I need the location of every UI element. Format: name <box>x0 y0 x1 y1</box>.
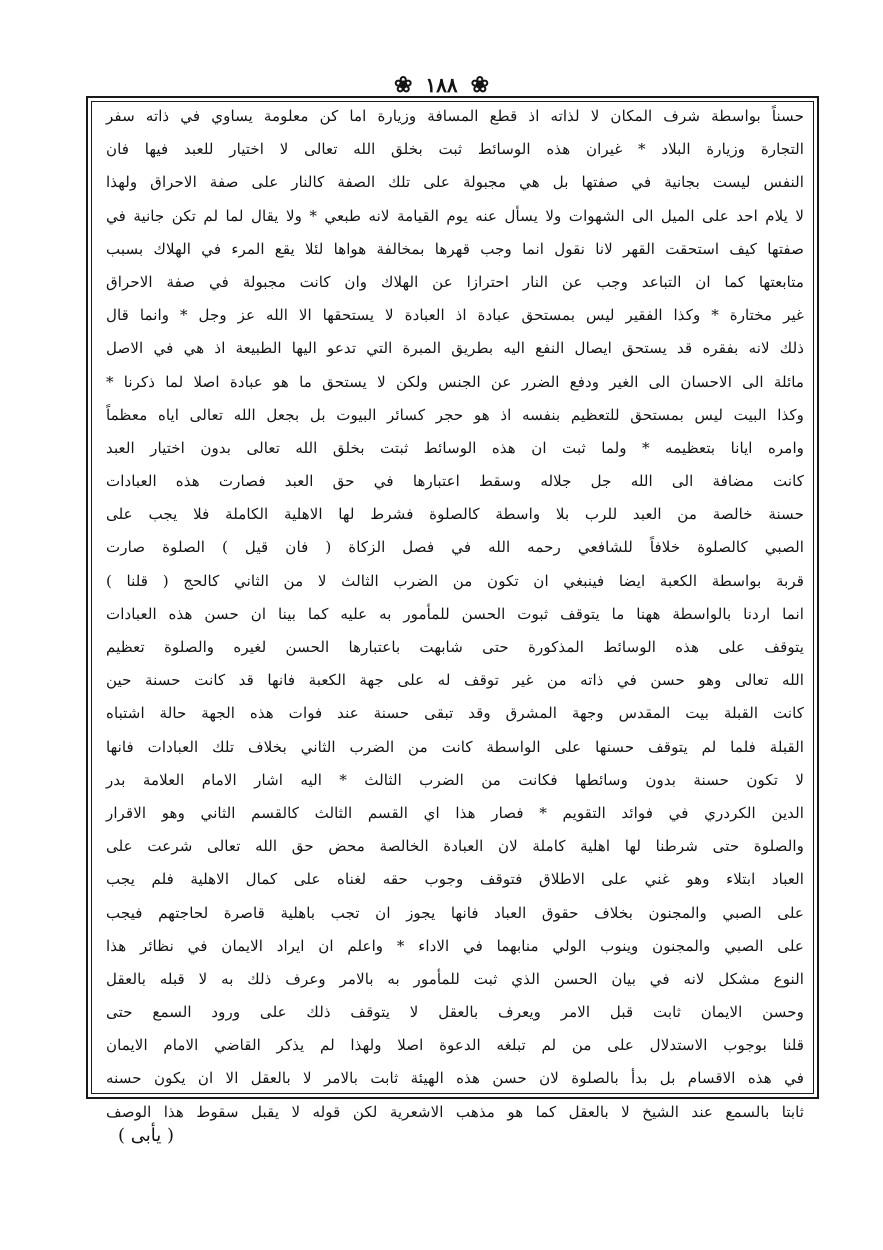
text-line: لا تكون حسنة بدون وسائطها فكانت من الضرب الثالث * اليه اشار الامام العلامة بدر <box>106 770 804 789</box>
text-line: ثابتا بالسمع عند الشيخ لا بالعقل كما هو مذهب الاشعرية لكن قوله لا يقبل سقوط هذا الوصف <box>106 1102 804 1121</box>
text-line: لا يلام احد على الميل الى الشهوات ولا يسأل عنه يوم القيامة لانه طبعي * ولا يقال لما لم تكن جانية في <box>106 206 804 225</box>
text-line: حسنة خالصة من العبد للرب بلا واسطة كالصلوة فشرط لها الاهلية الكاملة فلا يجب على <box>106 505 804 524</box>
text-line: قلنا بوجوب الاستدلال على من لم تبلغه الدعوة اصلا ولهذا لم يذكر القاضي الامام الايمان <box>106 1036 804 1055</box>
catchword: ( يأبى ) <box>118 1125 174 1146</box>
text-line: على الصبي والمجنون بخلاف حقوق العباد فانها يجوز ان تجب باهلية قاصرة لحاجتهم فيجب <box>106 903 804 922</box>
text-line: كانت القبلة بيت المقدس وجهة المشرق وقد تبقى حسنة عند فوات هذه الجهة حالة اشتباه <box>106 704 804 723</box>
text-line: انما اردنا بالواسطة ههنا ما يتوقف ثبوت الحسن للمأمور به عليه كما بينا ان حسن هذه العبادات <box>106 604 804 623</box>
text-line: النفس ليست بجانية في صفتها بل هي مجبولة على تلك الصفة كالنار على صفة الاحراق ولهذا <box>106 173 804 192</box>
text-line: العباد ابتلاء وهو غني على الاطلاق فتوقف وجوب حقه لغناه على كمال الاهلية فلم يجب <box>106 870 804 889</box>
text-line: حسناً بواسطة شرف المكان لا لذاته اذ قطع المسافة وزيارة اما كن معلومة يساوي في ذاته سفر <box>106 107 804 125</box>
text-line: التجارة وزيارة البلاد * غيران هذه الوسائط ثبت بخلق الله تعالى لا اختيار للعبد فيها فان <box>106 140 804 159</box>
text-line: كانت مضافة الى الله جل جلاله وسقط اعتبارها في حق العبد فصارت هذه العبادات <box>106 472 804 491</box>
text-line: القبلة فلما لم يتوقف حسنها على الواسطة كانت من الضرب الثاني بخلاف تلك العبادات فانها <box>106 737 804 756</box>
body-text <box>100 100 810 1121</box>
text-line: النوع مشكل لانه في بيان الحسن الذي ثبت للمأمور به بالامر وعرف ذلك به لا قبله بالعقل <box>106 969 804 988</box>
ornament-icon: ❀ <box>470 72 490 98</box>
ornament-icon: ❀ <box>393 72 413 98</box>
text-line: وامره ايانا بتعظيمه * ولما ثبت ان هذه الوسائط ثبتت بخلق الله تعالى بدون اختيار العبد <box>106 438 804 457</box>
text-line: وكذا البيت ليس بمستحق للتعظيم بنفسه اذ هو حجر كسائر البيوت بل بجعل الله تعالى اياه معظماً <box>106 405 804 424</box>
text-line: الصبي كالصلوة خلافاً للشافعي رحمه الله في فصل الزكاة ( فان قيل ) الصلوة صارت <box>106 538 804 557</box>
text-line: والصلوة حتى شرطنا لها اهلية كاملة لان العبادة الخالصة محض حق الله تعالى شرعت على <box>106 837 804 856</box>
text-line: الله تعالى وهو حسن في ذاته من غير توقف له على جهة الكعبة فانها قد كانت حسنة حين <box>106 671 804 690</box>
text-line: الدين الكردري في فوائد التقويم * فصار هذا اي القسم الثالث كالقسم الثاني وهو الاقرار <box>106 803 804 822</box>
text-line: على الصبي والمجنون وينوب الولي منابهما في الاداء * واعلم ان ايراد الايمان في نظائر هذا <box>106 936 804 955</box>
text-line: في هذه الاقسام بل بدأ بالصلوة لان حسن هذه الهيئة ثابت بالامر لا بالعقل الا ان يكون حسنه <box>106 1069 804 1088</box>
text-line: مائلة الى الاحسان الى الغير ودفع الضرر عن الجنس ولكن لا يستحق ما هو عبادة اصلا لما ذكرنا * <box>106 372 804 391</box>
text-line: وحسن الايمان ثابت قبل الامر ويعرف بالعقل لا يتوقف ذلك على ورود السمع حتى <box>106 1003 804 1022</box>
text-line: يتوقف على هذه الوسائط المذكورة حتى شابهت باعتبارها الحسن لغيره والصلوة تعظيم <box>106 638 804 656</box>
text-line: ذلك لانه بفقره قد يستحق ايصال النفع اليه بطريق المبرة التي تدعو اليها الطبيعة اذ هي في الاصل <box>106 339 804 358</box>
page-number <box>0 72 883 98</box>
text-line: متابعتها كما ان التباعد وجب عن النار احترازا عن الهلاك وان كانت مجبولة في صفة الاحراق <box>106 272 804 291</box>
text-line: غير مختارة * وكذا الفقير ليس بمستحق عبادة اذ العبادة لا يستحقها الا الله عز وجل * وانما قال <box>106 306 804 325</box>
text-line: قربة بواسطة الكعبة ايضا فينبغي ان تكون من الضرب الثالث لا من الثاني كالحج ( قلنا ) <box>106 571 804 590</box>
text-line: صفتها كيف استحقت القهر لانا نقول انما وجب قهرها بمخالفة هواها لئلا يقع المرء في الهلاك بسبب <box>106 239 804 258</box>
page-number-value: ١٨٨ <box>425 73 458 97</box>
